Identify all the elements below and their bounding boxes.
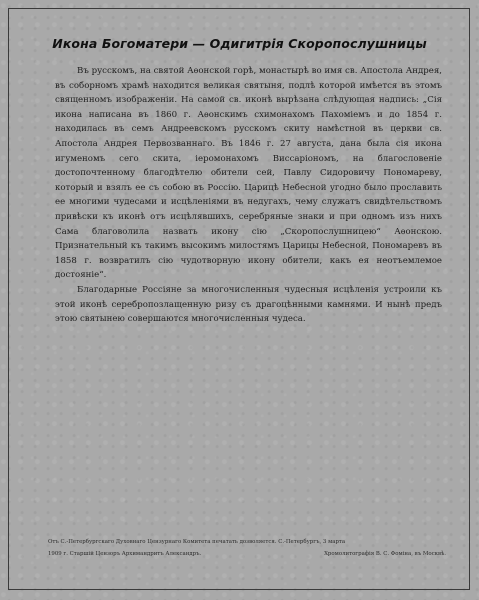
footer-censorship-text: Отъ С.-Петербургскаго Духовнаго Цензурнаго Комитета печатать дозволяется. С.-Петербургъ, 3 марта [48,539,346,545]
censorship-footer [48,536,446,560]
paragraph-1: Въ русскомъ, на святой Аѳонской горѣ, монастырѣ во имя св. Апостола Андрея, въ соборномъ храмѣ находится великая святыня, подлѣ которой имѣется въ этомъ священномъ изображеніи. На самой св. иконѣ вырѣзана слѣдующая надпись: „Сія икона написана въ 1860 г. Аѳонскимъ схимонахомъ Пахоміемъ и до 1854 г. находилась въ семъ Андреевскомъ русскомъ скиту намѣстной въ церкви св. Апостола Андрея Первозваннаго. Въ 1846 г. 27 августа, дана была сія икона игуменомъ сего скита, іеромонахомъ Виссаріономъ, на благословеніе достопочтенному благодѣтелю обители сей, Павлу Сидоровичу Пономареву, который и взялъ ее съ собою въ Россію. Царицѣ Небесной угодно было прославить ее многими чудесами и исцѣленіями въ недугахъ, чему служатъ свидѣтельствомъ привѣски къ иконѣ отъ исцѣлявшихъ, серебряные знаки и при одномъ изъ нихъ Сама благоволила назвать икону сію „Скоропослушницею“ Аѳонскою. Признательный къ такимъ высокимъ милостямъ Царицы Небесной, Пономаревъ въ 1858 г. возвратилъ сію чудотворную икону обители, какъ ея неотъемлемое достояніе“. [55,66,442,281]
footer-censor-name: 1909 г. Старшій Цензоръ Архимандритъ Александръ. [48,551,202,557]
page-title: Икона Богоматери — Одигитрія Скоропослушницы [52,36,427,51]
paragraph-2: Благодарные Россіяне за многочисленныя чудесныя исцѣленія устроили къ этой иконѣ серебропозлащенную ризу съ драгоцѣнными камнями. И нынѣ предъ этою святынею совершаются многочисленныя чудеса. [55,284,442,325]
footer-line-2 [48,548,446,560]
footer-printer: Хромолитографія В. С. Фоміна, въ Москвѣ. [324,551,446,557]
body-text [55,64,442,327]
footer-line-1 [48,536,446,548]
